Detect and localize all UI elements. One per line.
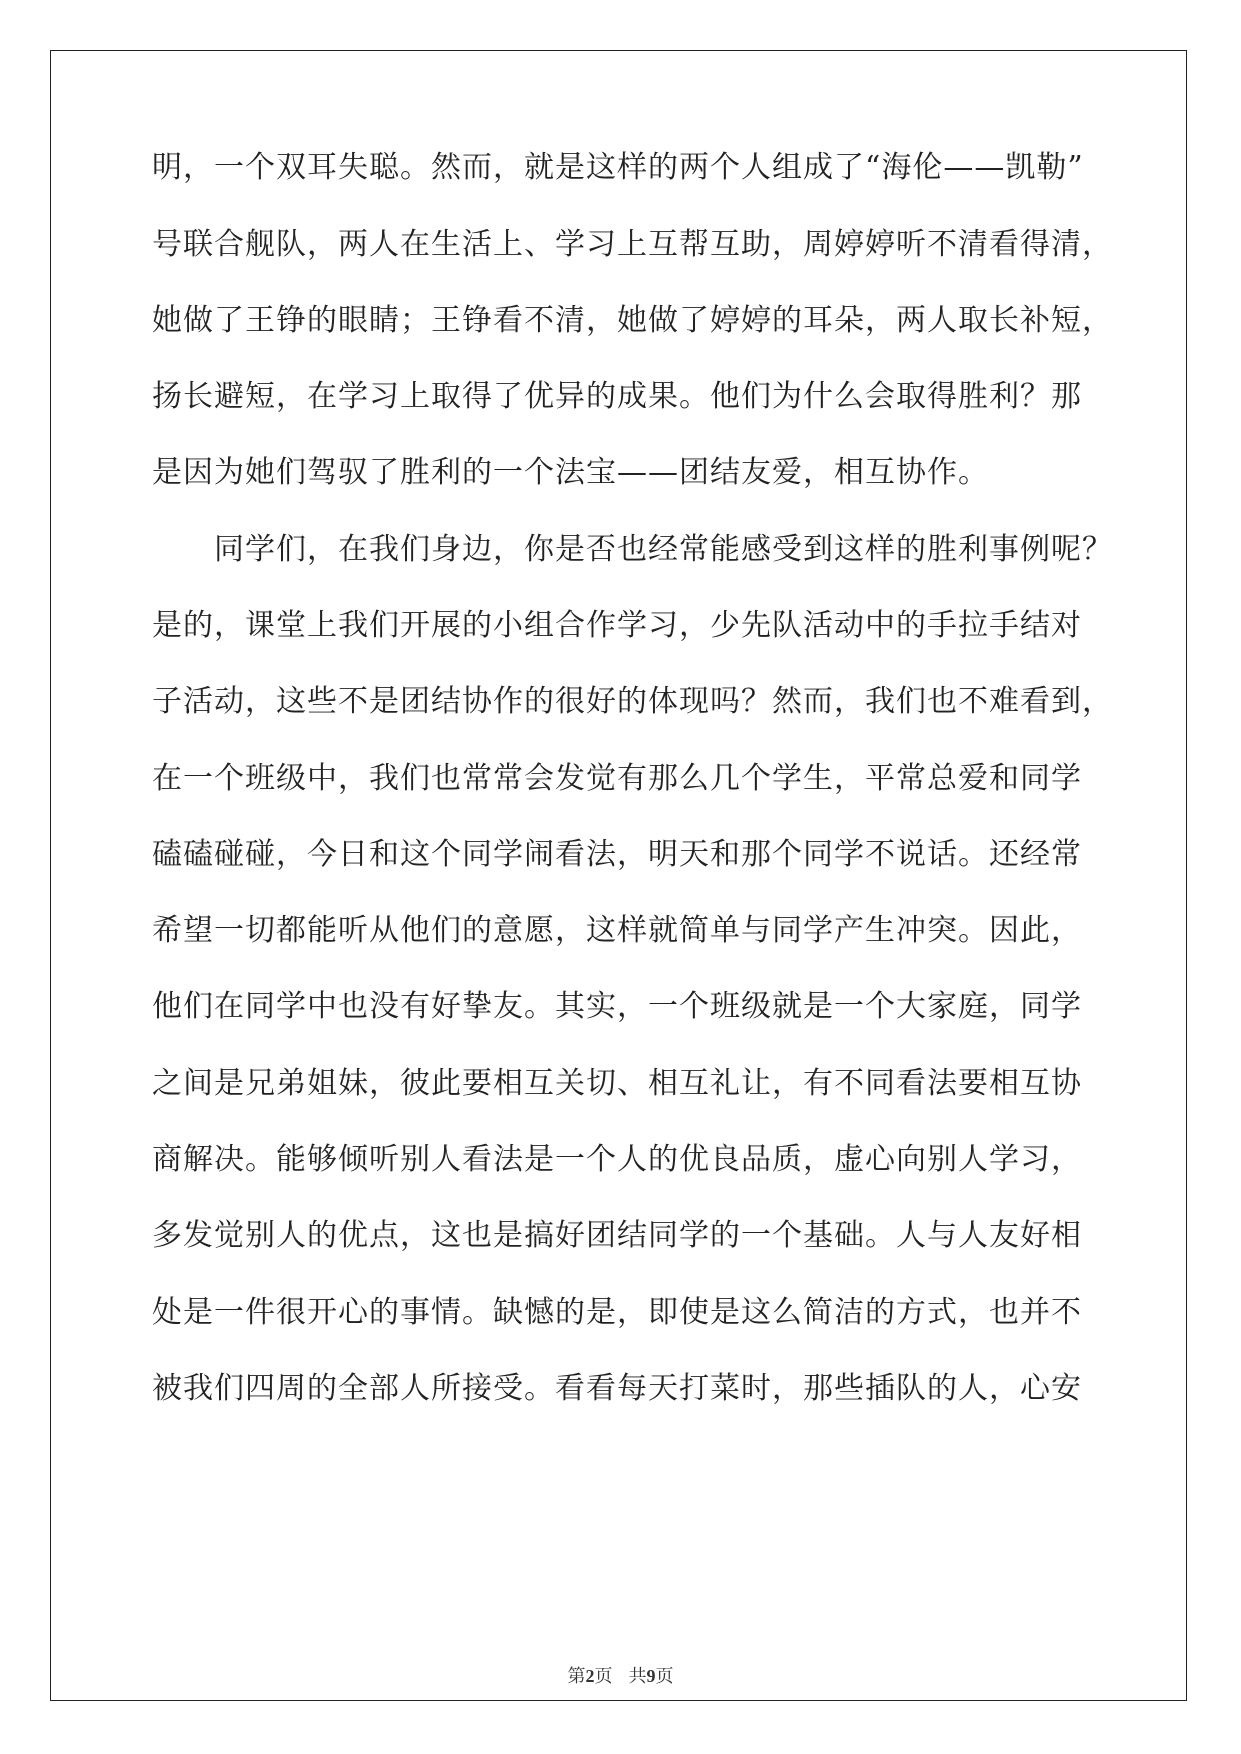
text-line: 她做了王铮的眼睛；王铮看不清，她做了婷婷的耳朵，两人取长补短，: [152, 303, 1113, 338]
text-line: 子活动，这些不是团结协作的很好的体现吗？然而，我们也不难看到，: [152, 684, 1113, 719]
total-pages: 9: [646, 1666, 656, 1686]
text-line: 是的，课堂上我们开展的小组合作学习，少先队活动中的手拉手结对: [152, 608, 1082, 643]
text-line: 是因为她们驾驭了胜利的一个法宝——团结友爱，相互协作。: [152, 455, 989, 490]
text-line: 同学们，在我们身边，你是否也经常能感受到这样的胜利事例呢？: [152, 532, 1113, 567]
text-line: 多发觉别人的优点，这也是搞好团结同学的一个基础。人与人友好相: [152, 1218, 1082, 1253]
text-line: 号联合舰队，两人在生活上、学习上互帮互助，周婷婷听不清看得清，: [152, 227, 1113, 262]
text-line: 被我们四周的全部人所接受。看看每天打菜时，那些插队的人，心安: [152, 1371, 1082, 1406]
page-prefix: 第: [567, 1666, 586, 1686]
total-prefix: 共: [628, 1666, 647, 1686]
text-line: 他们在同学中也没有好挚友。其实，一个班级就是一个大家庭，同学: [152, 989, 1082, 1024]
page-number: 2: [585, 1666, 595, 1686]
total-suffix: 页: [655, 1666, 674, 1686]
page-footer: [0, 1662, 1241, 1688]
text-line: 磕磕碰碰，今日和这个同学闹看法，明天和那个同学不说话。还经常: [152, 837, 1082, 872]
text-line: 在一个班级中，我们也常常会发觉有那么几个学生，平常总爱和同学: [152, 761, 1082, 796]
text-line: 商解决。能够倾听别人看法是一个人的优良品质，虚心向别人学习，: [152, 1142, 1082, 1177]
text-line: 扬长避短，在学习上取得了优异的成果。他们为什么会取得胜利？那: [152, 379, 1082, 414]
text-line: 明，一个双耳失聪。然而，就是这样的两个人组成了“海伦——凯勒”: [152, 150, 1084, 185]
text-line: 希望一切都能听从他们的意愿，这样就简单与同学产生冲突。因此，: [152, 913, 1082, 948]
text-line: 之间是兄弟姐妹，彼此要相互关切、相互礼让，有不同看法要相互协: [152, 1066, 1082, 1101]
page-suffix: 页: [594, 1666, 613, 1686]
text-line: 处是一件很开心的事情。缺憾的是，即使是这么简洁的方式，也并不: [152, 1295, 1082, 1330]
